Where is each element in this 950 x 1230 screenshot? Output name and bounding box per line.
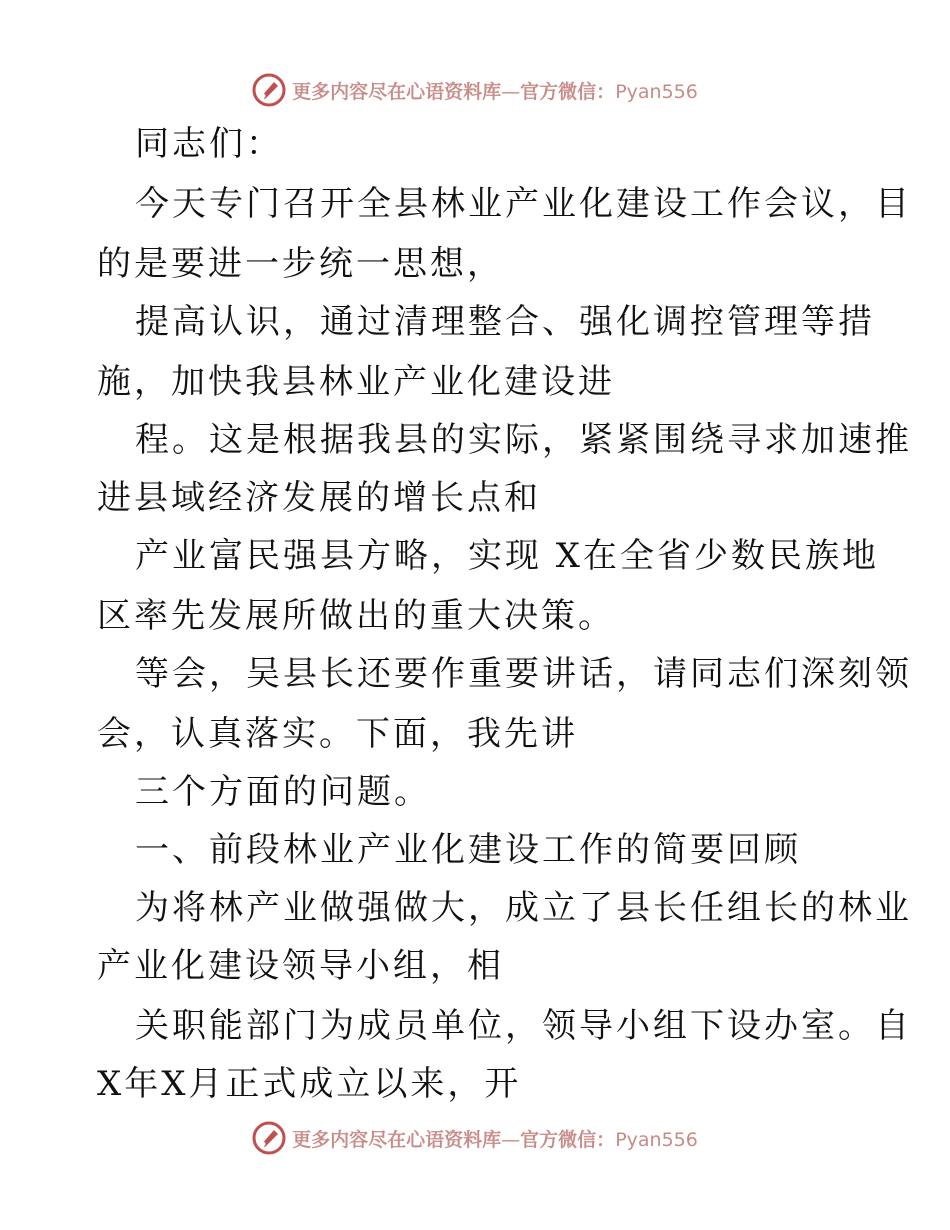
text-line: 产业化建设领导小组，相 xyxy=(97,946,504,986)
watermark-text xyxy=(292,1125,698,1152)
text-line: 等会，吴县长还要作重要讲话，请同志们深刻领 xyxy=(135,654,912,694)
text-line: 同志们： xyxy=(135,124,283,164)
text-line: 施，加快我县林业产业化建设进 xyxy=(97,362,615,402)
text-line: 会，认真落实。下面，我先讲 xyxy=(97,714,578,754)
watermark-handle: Pyan556 xyxy=(615,1128,698,1151)
watermark-contact: 官方微信： xyxy=(520,80,616,103)
watermark-banner-top xyxy=(0,70,950,110)
text-line: 为将林产业做强做大，成立了县长任组长的林业 xyxy=(135,888,912,928)
watermark-banner-bottom xyxy=(0,1118,950,1158)
watermark-separator: — xyxy=(501,1128,521,1151)
text-line: 三个方面的问题。 xyxy=(135,772,431,812)
text-line: 区率先发展所做出的重大决策。 xyxy=(97,596,615,636)
text-line: 产业富民强县方略，实现 X在全省少数民族地 xyxy=(135,536,880,576)
pen-nib-logo-icon xyxy=(252,73,286,107)
text-line: 的是要进一步统一思想， xyxy=(97,244,504,284)
pen-nib-logo-icon xyxy=(252,1121,286,1155)
watermark-contact: 官方微信： xyxy=(520,1128,616,1151)
text-line: 程。这是根据我县的实际，紧紧围绕寻求加速推 xyxy=(135,420,912,460)
text-line: 一、前段林业产业化建设工作的简要回顾 xyxy=(135,830,801,870)
text-line: 提高认识，通过清理整合、强化调控管理等措 xyxy=(135,302,875,342)
watermark-separator: — xyxy=(501,80,521,103)
text-line: 关职能部门为成员单位，领导小组下设办室。自 xyxy=(135,1006,912,1046)
watermark-title: 更多内容尽在心语资料库 xyxy=(292,1128,502,1151)
watermark-text xyxy=(292,77,698,104)
watermark-title: 更多内容尽在心语资料库 xyxy=(292,80,502,103)
watermark-handle: Pyan556 xyxy=(615,80,698,103)
text-line: X年X月正式成立以来，开 xyxy=(97,1064,522,1104)
text-line: 进县域经济发展的增长点和 xyxy=(97,478,541,518)
text-line: 今天专门召开全县林业产业化建设工作会议，目 xyxy=(135,184,912,224)
